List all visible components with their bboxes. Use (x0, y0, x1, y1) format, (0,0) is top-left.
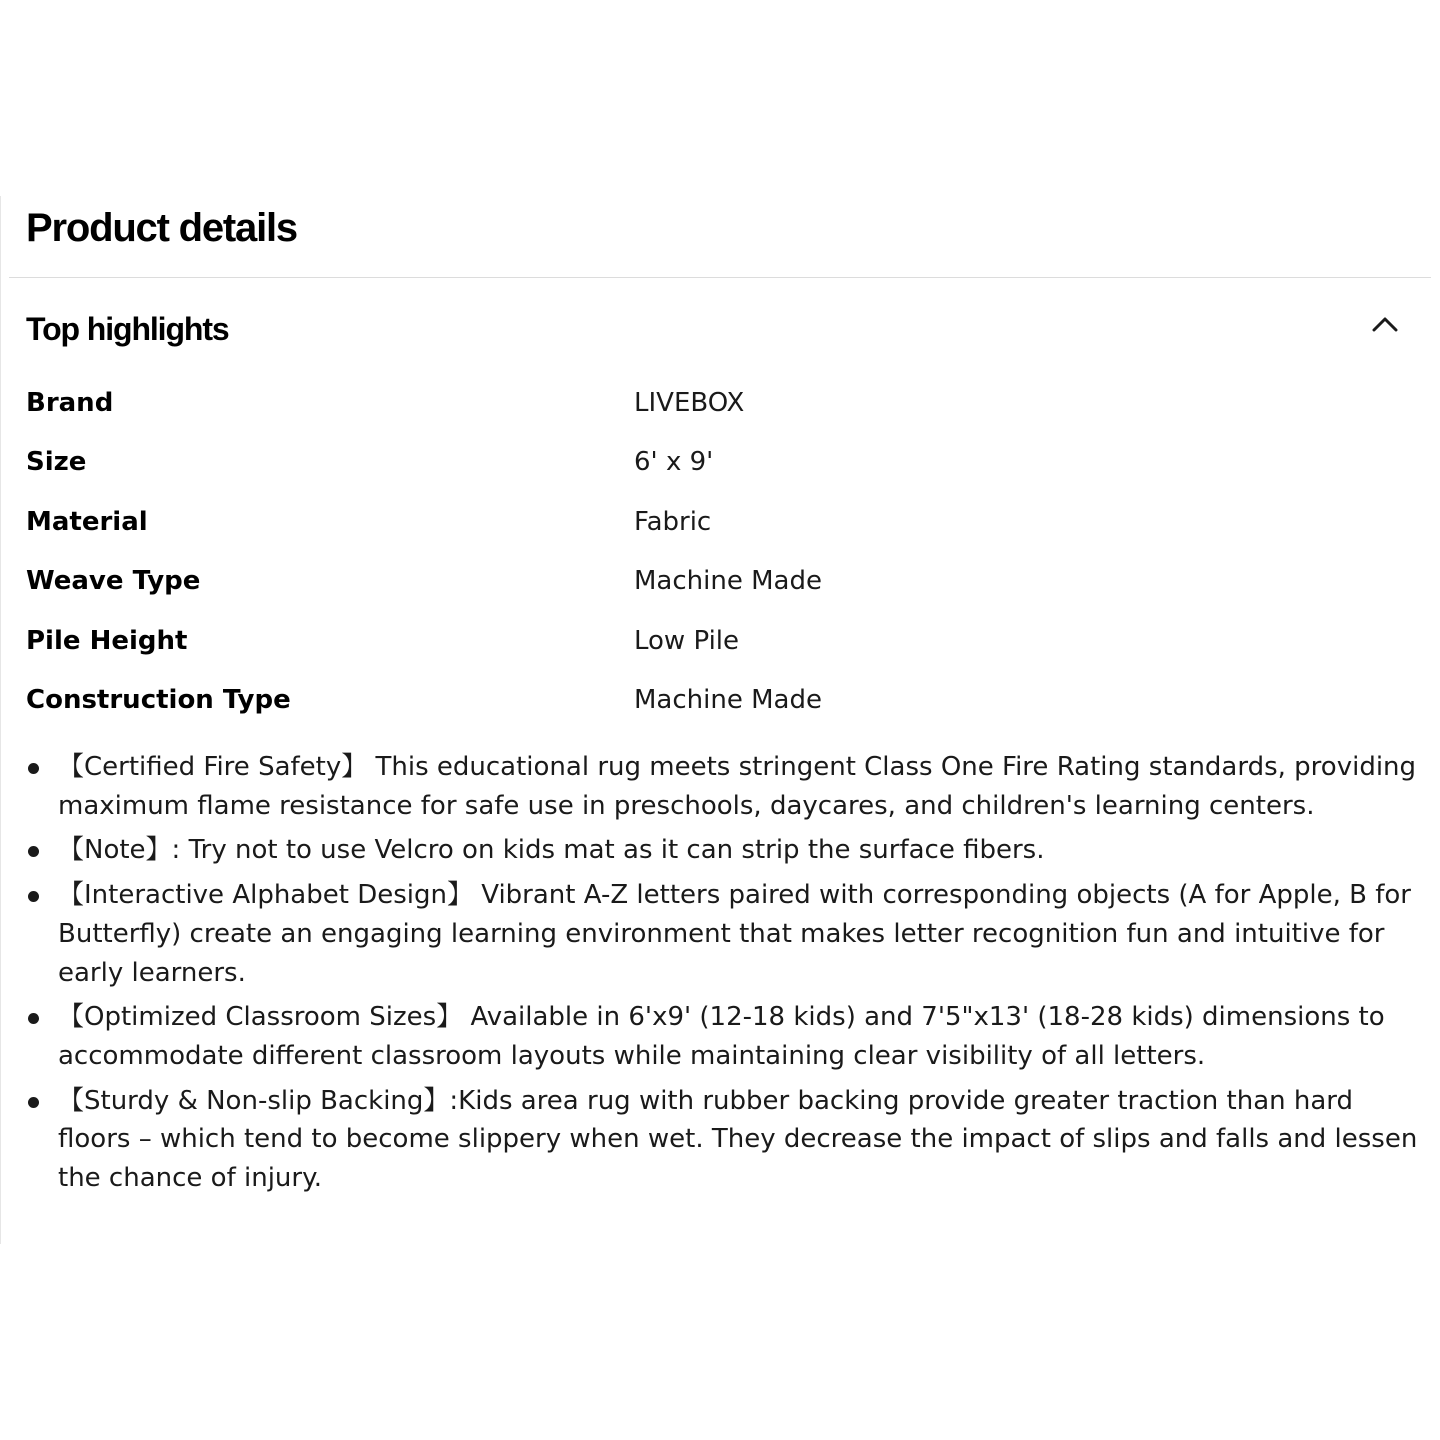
spec-row-brand (26, 378, 1416, 437)
spec-label: Construction Type (26, 684, 291, 715)
spec-row-size (26, 437, 1416, 496)
bullet-icon (28, 763, 39, 774)
spec-label: Size (26, 447, 87, 478)
highlight-text: 【Note】: Try not to use Velcro on kids mat as it can strip the surface fibers. (58, 835, 1045, 866)
list-item (0, 748, 1430, 825)
bullet-icon (28, 891, 39, 902)
spec-label: Material (26, 506, 148, 537)
spec-value: Machine Made (634, 566, 822, 597)
spec-value: 6' x 9' (634, 447, 714, 478)
spec-value: LIVEBOX (634, 388, 745, 418)
collapse-button[interactable] (1368, 306, 1402, 340)
highlight-text: 【Sturdy & Non-slip Backing】:Kids area rug with rubber backing provide greater traction than hard floors – which tend to become slippery when wet. They decrease the impact of slips and falls and lessen the chance of injury. (58, 1085, 1418, 1194)
spec-row-pile-height (26, 616, 1416, 675)
highlights-list (0, 748, 1430, 1204)
spec-value: Fabric (634, 506, 712, 537)
highlight-text: 【Interactive Alphabet Design】 Vibrant A-Z letters paired with corresponding objects (A for Apple, B for Butterfly) create an engaging learning environment that makes letter recognition fun and intuitive for early learners. (58, 880, 1411, 988)
spec-value: Low Pile (634, 625, 740, 656)
list-item (0, 1082, 1430, 1198)
bullet-icon (28, 1013, 39, 1024)
list-item (0, 998, 1430, 1075)
list-item (0, 876, 1430, 992)
list-item (0, 831, 1430, 870)
spec-label: Weave Type (26, 566, 201, 597)
spec-row-construction-type (26, 675, 1416, 734)
spec-row-weave-type (26, 556, 1416, 615)
section-divider (9, 277, 1431, 278)
spec-value: Machine Made (634, 684, 822, 715)
highlight-text: 【Optimized Classroom Sizes】 Available in 6'x9' (12-18 kids) and 7'5"x13' (18-28 kids) dimensions to accommodate different classroom layouts while maintaining clear visibility of all letters. (58, 1002, 1385, 1071)
highlight-text: 【Certified Fire Safety】 This educational rug meets stringent Class One Fire Rating standards, providing maximum flame resistance for safe use in preschools, daycares, and children's learning centers. (58, 752, 1417, 821)
top-highlights-header[interactable] (26, 304, 1416, 354)
bullet-icon (28, 846, 39, 857)
spec-row-material (26, 497, 1416, 556)
chevron-up-icon (1368, 306, 1402, 340)
bullet-icon (28, 1097, 39, 1108)
spec-table (26, 378, 1416, 734)
spec-label: Brand (26, 388, 114, 418)
page-title: Product details (26, 206, 297, 250)
spec-label: Pile Height (26, 625, 188, 656)
section-title: Top highlights (26, 311, 229, 347)
